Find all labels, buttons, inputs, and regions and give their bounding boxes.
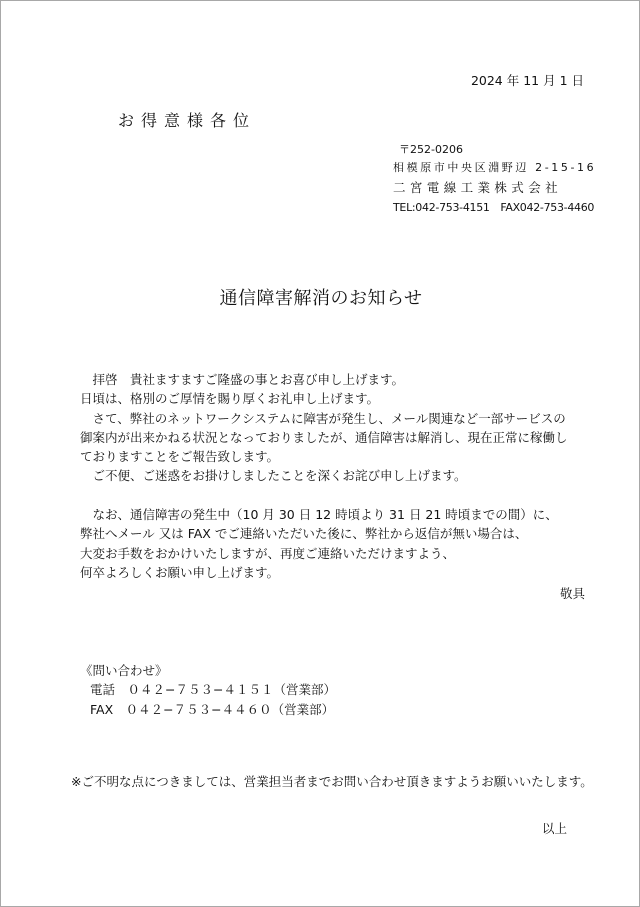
body-line: ておりますことをご報告致します。 bbox=[80, 449, 280, 465]
paragraph-gap bbox=[80, 486, 600, 505]
contact-heading: 《問い合わせ》 bbox=[80, 663, 168, 678]
contact-phone: 電話 ０４２−７５３−４１５１（営業部） bbox=[90, 682, 336, 698]
body-line: 何卒よろしくお願い申し上げます。 bbox=[80, 564, 280, 580]
body-line: 弊社へメール 又は FAX でご連絡いただいた後に、弊社から返信が無い場合は、 bbox=[80, 526, 528, 542]
sender-postal-code: 〒252-0206 bbox=[399, 143, 463, 156]
recipient: お得意様各位 bbox=[118, 111, 257, 130]
sender-company: 二宮電線工業株式会社 bbox=[393, 180, 563, 195]
contact-block bbox=[80, 661, 336, 719]
document-title: 通信障害解消のお知らせ bbox=[219, 288, 423, 309]
body-line: 日頃は、格別のご厚情を賜り厚くお礼申し上げます。 bbox=[80, 391, 380, 407]
body-line: なお、通信障害の発生中（10 月 30 日 12 時頃より 31 日 21 時頃までの間）に、 bbox=[80, 507, 558, 523]
end-mark: 以上 bbox=[541, 821, 567, 836]
sender-address: 相模原市中央区淵野辺 2-15-16 bbox=[393, 161, 597, 174]
body-line: 拝啓 貴社ますますご隆盛の事とお喜び申し上げます。 bbox=[80, 372, 405, 387]
body-line: さて、弊社のネットワークシステムに障害が発生し、メール関連など一部サービスの bbox=[80, 410, 566, 426]
issue-date: 2024 年 11 月 1 日 bbox=[470, 73, 584, 88]
body-line: 大変お手数をおかけいたしますが、再度ご連絡いただけますよう、 bbox=[80, 545, 456, 561]
sender-tel-fax: TEL:042-753-4151 FAX042-753-4460 bbox=[393, 201, 595, 214]
contact-fax: FAX ０４２−７５３−４４６０（営業部） bbox=[90, 701, 335, 717]
footnote: ※ご不明な点につきましては、営業担当者までお問い合わせ頂きますようお願いいたします。 bbox=[71, 774, 593, 789]
body-line: 御案内が出来かねる状況となっておりましたが、通信障害は解消し、現在正常に稼働し bbox=[80, 429, 568, 445]
closing-keigu: 敬具 bbox=[559, 586, 585, 601]
body-text bbox=[80, 370, 600, 582]
body-line: ご不便、ご迷惑をお掛けしましたことを深くお詫び申し上げます。 bbox=[80, 468, 467, 484]
